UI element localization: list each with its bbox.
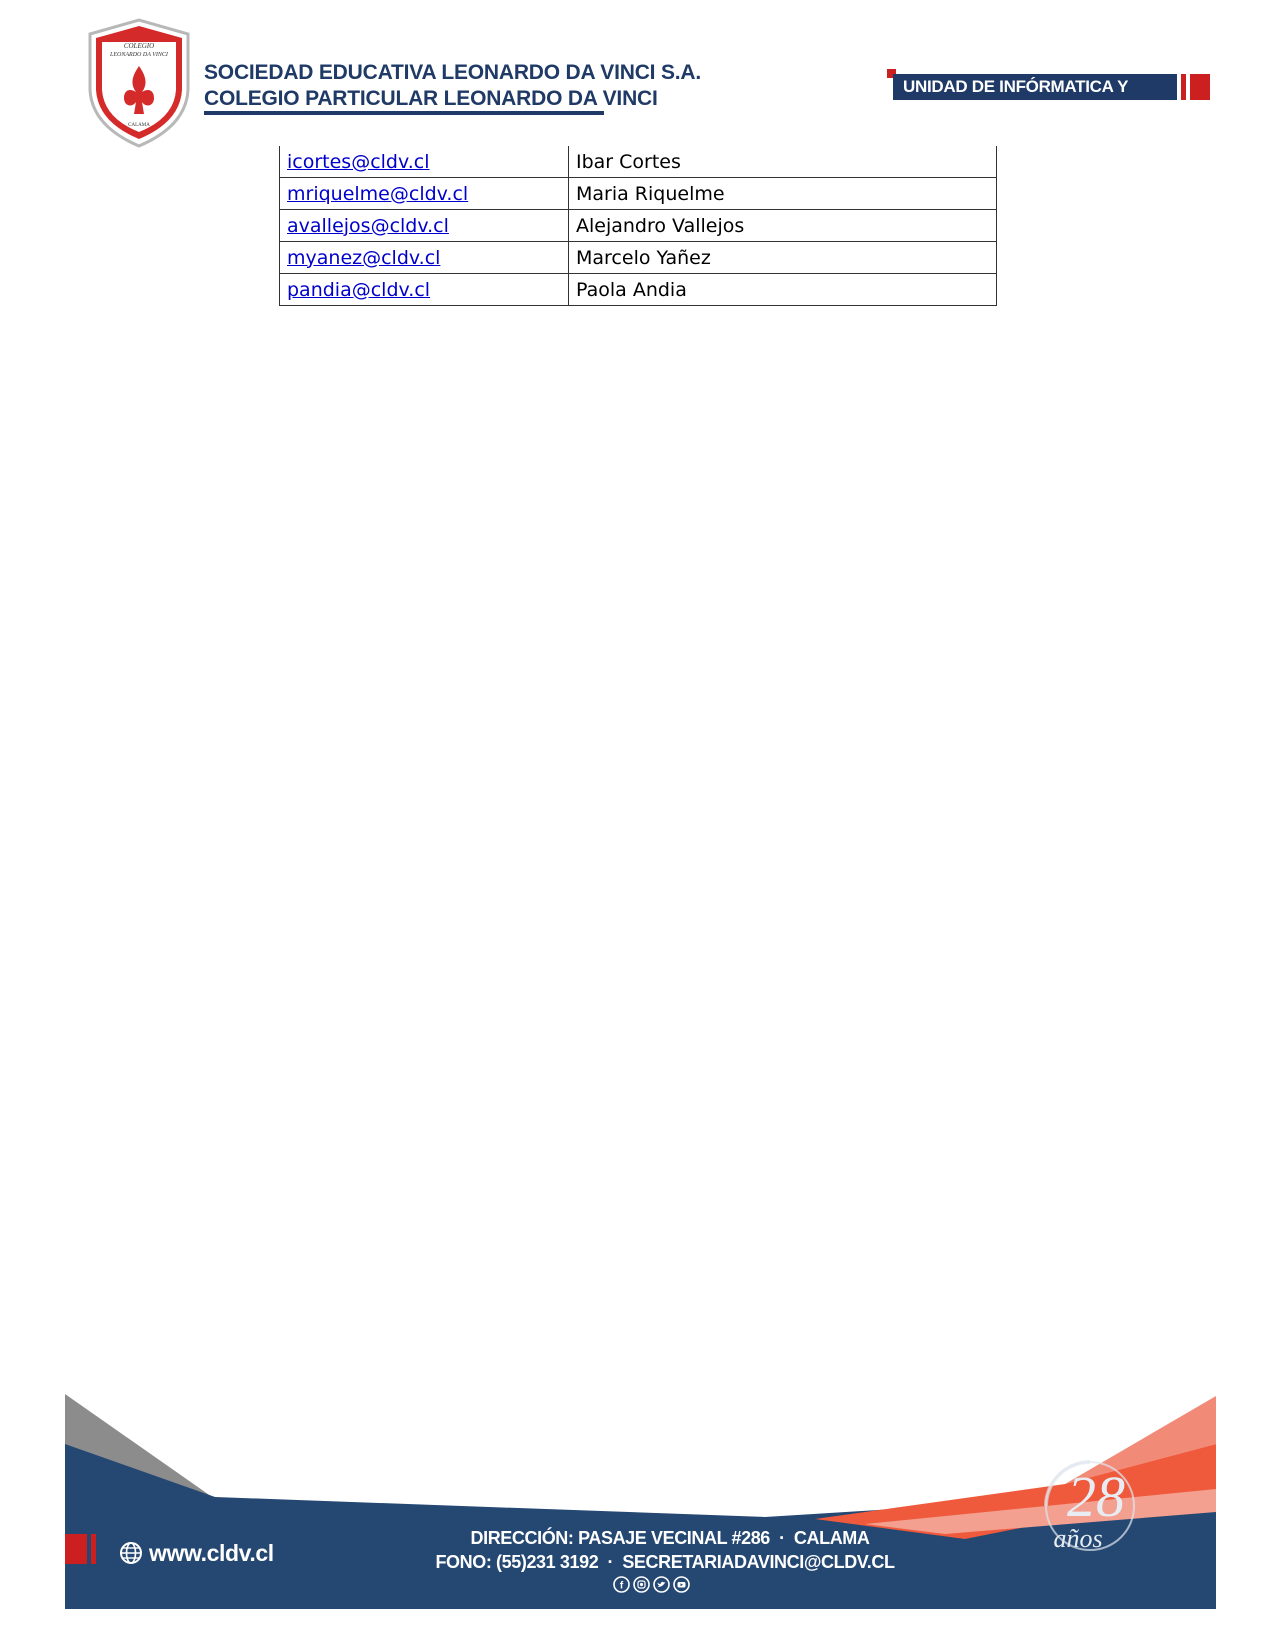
footer-phone-email: FONO: (55)231 3192 · SECRETARIADAVINCI@CLDV.CL — [435, 1552, 895, 1572]
instagram-icon[interactable] — [633, 1576, 650, 1593]
email-link[interactable]: pandia@cldv.cl — [287, 278, 431, 301]
website-link[interactable]: www.cldv.cl — [149, 1540, 274, 1566]
email-link[interactable]: myanez@cldv.cl — [287, 246, 441, 269]
footer-address: DIRECCIÓN: PASAJE VECINAL #286 · CALAMA — [470, 1528, 870, 1548]
email-cell — [280, 274, 569, 306]
footer-banner — [65, 1394, 1216, 1609]
globe-icon — [119, 1541, 143, 1565]
social-icons — [613, 1576, 693, 1594]
svg-text:f: f — [619, 1580, 624, 1592]
facebook-icon[interactable] — [613, 1576, 630, 1593]
crest-text-bottom: CALAMA — [128, 123, 150, 128]
crest-text-top: COLEGIO — [123, 42, 155, 50]
name-cell: Alejandro Vallejos — [569, 210, 997, 242]
crest-text-mid: LEONARDO DA VINCI — [110, 52, 168, 58]
unit-label: UNIDAD DE INFÓRMATICA Y SOPORTE — [893, 74, 1177, 100]
name-cell: Marcelo Yañez — [569, 242, 997, 274]
table-row — [280, 242, 997, 274]
unit-accent-bar — [1181, 74, 1186, 100]
twitter-icon[interactable] — [653, 1576, 670, 1593]
email-cell — [280, 178, 569, 210]
table-row — [280, 274, 997, 306]
footer-accent-bar — [65, 1534, 87, 1564]
table-row — [280, 210, 997, 242]
name-cell: Ibar Cortes — [569, 146, 997, 178]
email-link[interactable]: avallejos@cldv.cl — [287, 214, 449, 237]
footer-accent-bar — [91, 1534, 96, 1564]
school-crest-logo — [86, 18, 192, 148]
org-name-line2: COLEGIO PARTICULAR LEONARDO DA VINCI — [204, 87, 658, 110]
email-cell — [280, 210, 569, 242]
table-row — [280, 146, 997, 178]
anniversary-number: 28 — [1067, 1464, 1125, 1529]
email-cell — [280, 146, 569, 178]
table-row — [280, 178, 997, 210]
name-cell: Paola Andia — [569, 274, 997, 306]
org-name-underline — [204, 111, 604, 115]
contacts-table — [279, 146, 997, 306]
email-link[interactable]: icortes@cldv.cl — [287, 150, 430, 173]
unit-accent-bar — [1190, 74, 1210, 100]
youtube-icon[interactable] — [673, 1576, 690, 1593]
anniversary-word: años — [1053, 1524, 1103, 1553]
org-name-line1: SOCIEDAD EDUCATIVA LEONARDO DA VINCI S.A. — [204, 61, 701, 84]
name-cell: Maria Riquelme — [569, 178, 997, 210]
anniversary-badge — [1030, 1454, 1148, 1559]
organization-name — [204, 60, 701, 112]
email-cell — [280, 242, 569, 274]
email-link[interactable]: mriquelme@cldv.cl — [287, 182, 469, 205]
